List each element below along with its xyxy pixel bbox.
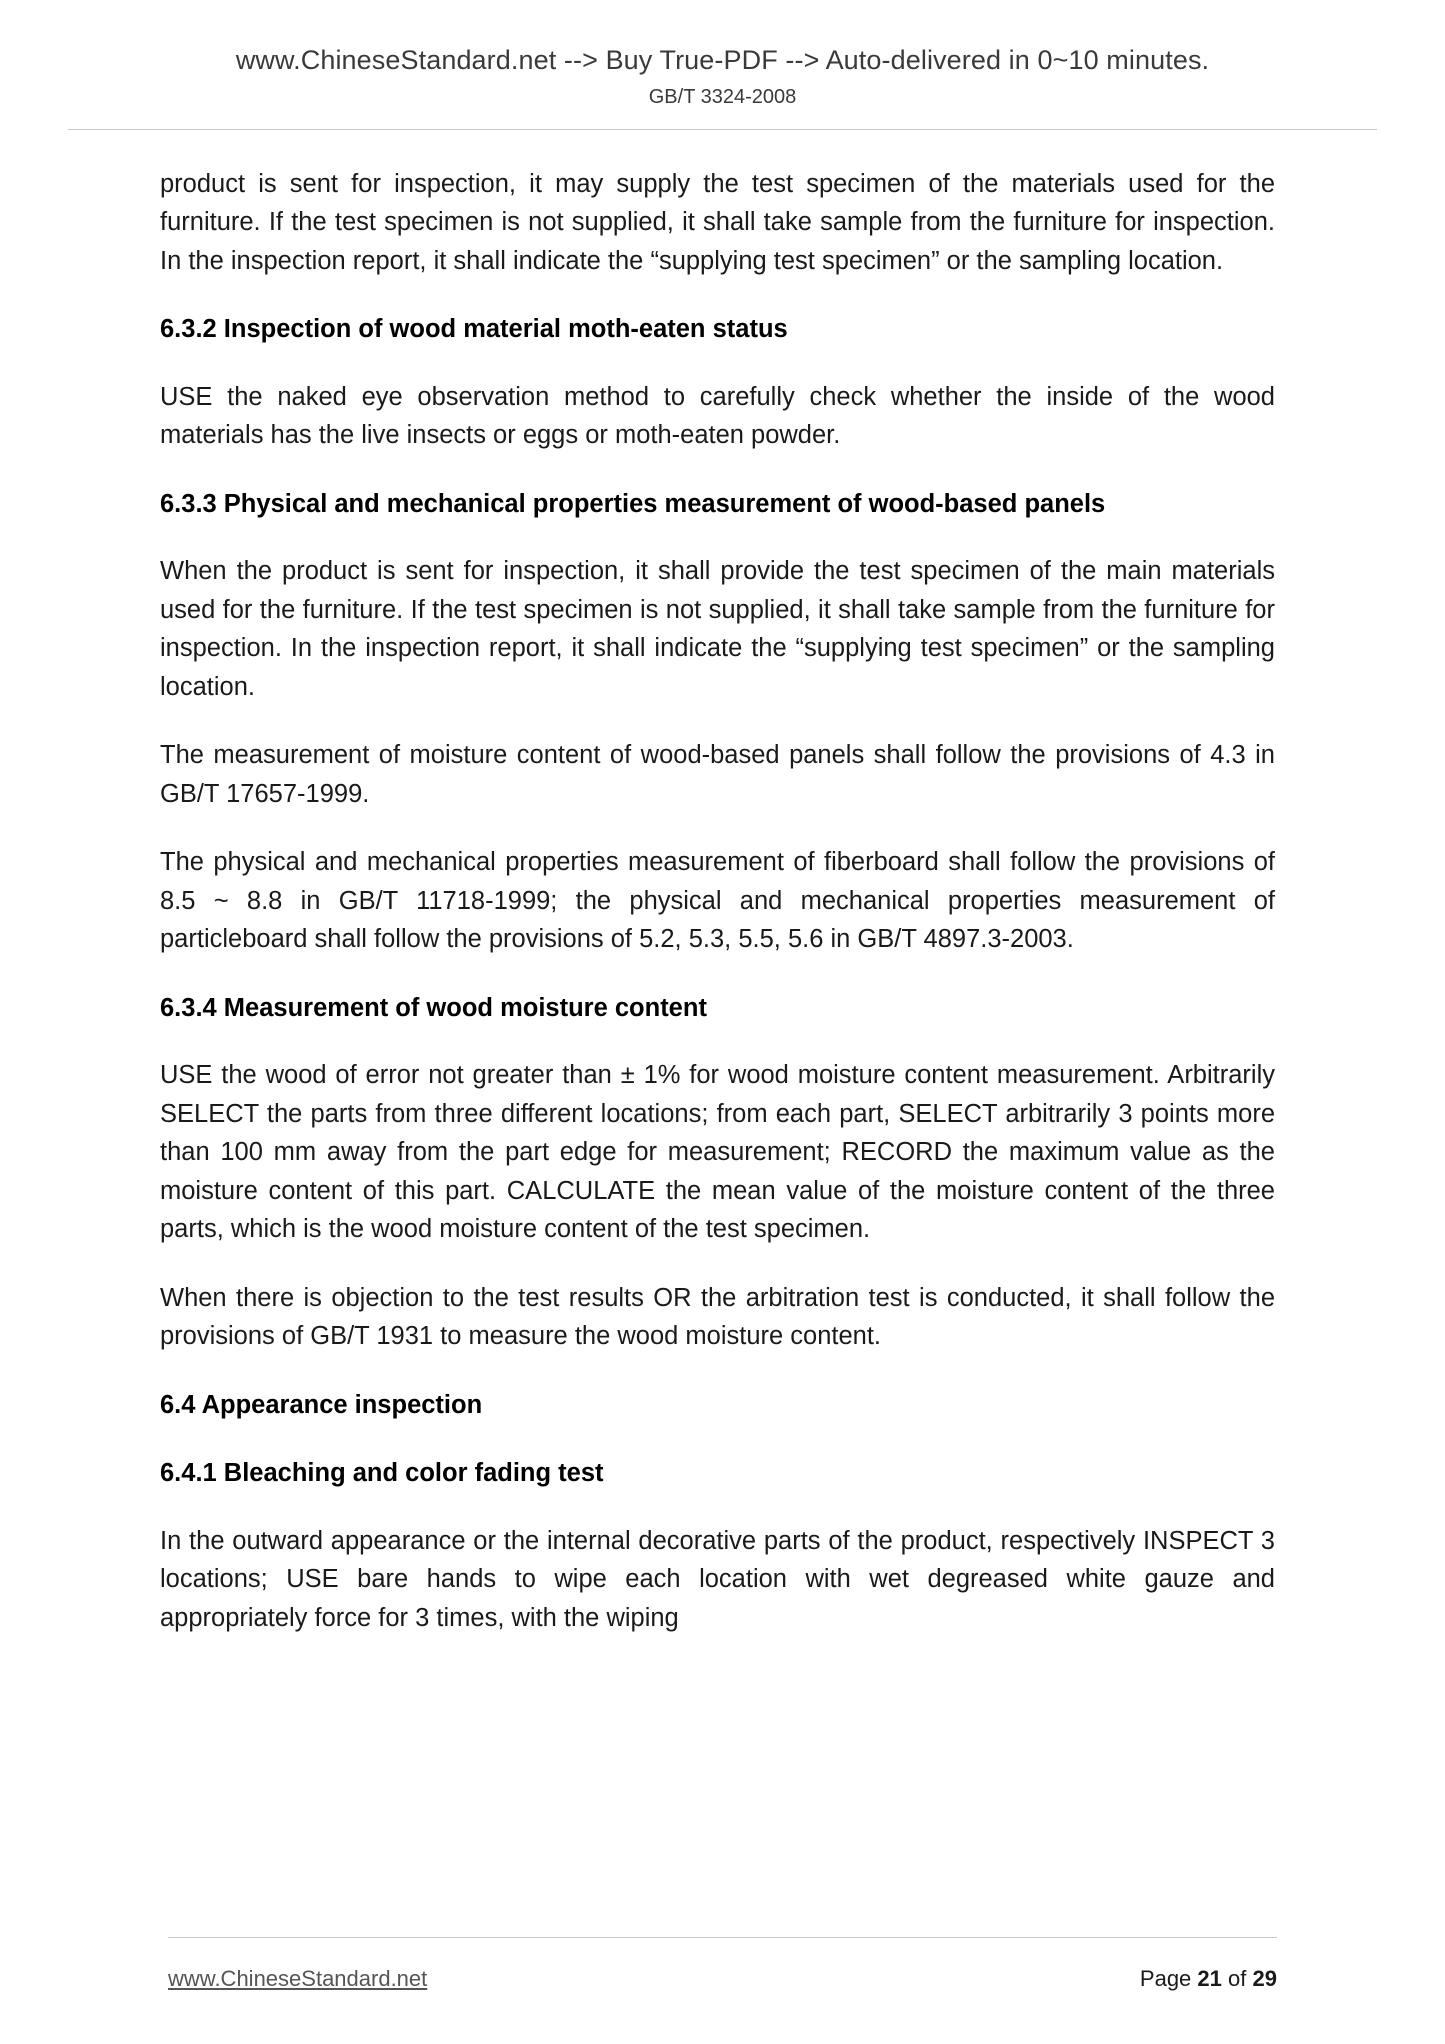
section-heading: 6.4.1 Bleaching and color fading test xyxy=(160,1459,604,1488)
body-paragraph: USE the naked eye observation method to carefully check whether the inside of the wood materials has the live insects or eggs or moth-eaten powder. xyxy=(160,382,1275,450)
body-paragraph: The physical and mechanical properties measurement of fiberboard shall follow the provisions of 8.5 ~ 8.8 in GB/T 11718-1999; the physical and mechanical properties measurement of particleboard shall follow the provisions of 5.2, 5.3, 5.5, 5.6 in GB/T 4897.3-2003. xyxy=(160,848,1275,954)
footer-divider xyxy=(168,1937,1277,1938)
body-paragraph: When the product is sent for inspection, it shall provide the test specimen of the main materials used for the furniture. If the test specimen is not supplied, it shall take sample from the furniture for inspection. In the inspection report, it shall indicate the “supplying test specimen” or the sampling location. xyxy=(160,557,1275,701)
body-paragraph: In the outward appearance or the internal decorative parts of the product, respectively INSPECT 3 locations; USE bare hands to wipe each location with wet degreased white gauze and appropriately force for 3 times, with the wiping xyxy=(160,1526,1275,1632)
body-paragraph: When there is objection to the test results OR the arbitration test is conducted, it shall follow the provisions of GB/T 1931 to measure the wood moisture content. xyxy=(160,1283,1275,1351)
header-divider xyxy=(68,129,1377,130)
current-page-number: 21 xyxy=(1197,1966,1222,1991)
section-heading: 6.3.2 Inspection of wood material moth-eaten status xyxy=(160,315,788,344)
page-number-indicator xyxy=(1140,1966,1277,1992)
body-paragraph: USE the wood of error not greater than ± 1% for wood moisture content measurement. Arbitrarily SELECT the parts from three different locations; from each part, SELECT arbitrarily 3 points more than 100 mm away from the part edge for measurement; RECORD the maximum value as the moisture content of this part. CALCULATE the mean value of the moisture content of the three parts, which is the wood moisture content of the test specimen. xyxy=(160,1061,1275,1244)
body-paragraph: The measurement of moisture content of wood-based panels shall follow the provisions of 4.3 in GB/T 17657-1999. xyxy=(160,741,1275,808)
body-paragraph: product is sent for inspection, it may supply the test specimen of the materials used for the furniture. If the test specimen is not supplied, it shall take sample from the furniture for inspection. In the inspection report, it shall indicate the “supplying test specimen” or the sampling location. xyxy=(160,169,1275,275)
page-footer xyxy=(0,1937,1445,2044)
section-heading: 6.3.4 Measurement of wood moisture content xyxy=(160,993,707,1022)
footer-row xyxy=(168,1966,1277,1992)
section-heading: 6.4 Appearance inspection xyxy=(160,1390,483,1419)
text-column xyxy=(160,165,1275,1638)
page-header xyxy=(0,0,1445,110)
footer-site-link[interactable]: www.ChineseStandard.net xyxy=(168,1966,428,1991)
page-label-prefix: Page xyxy=(1139,1966,1192,1991)
page-label-middle: of xyxy=(1228,1966,1247,1991)
promo-banner-text: www.ChineseStandard.net --> Buy True-PDF --> Auto-delivered in 0~10 minutes. xyxy=(235,45,1210,75)
total-page-count: 29 xyxy=(1252,1966,1277,1991)
section-heading: 6.3.3 Physical and mechanical properties measurement of wood-based panels xyxy=(160,489,1106,518)
document-body xyxy=(0,165,1445,1638)
standard-code-label: GB/T 3324-2008 xyxy=(648,85,797,108)
